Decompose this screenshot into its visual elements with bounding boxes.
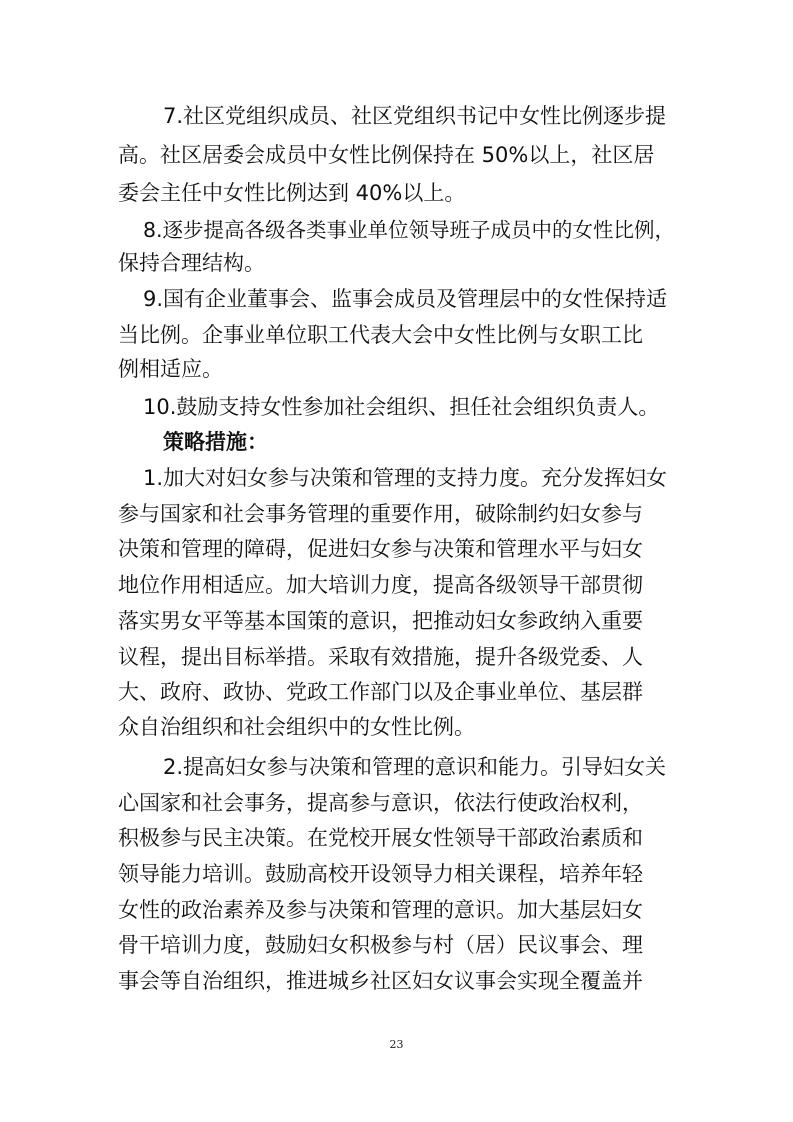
page-number: 23 xyxy=(389,1038,404,1051)
text-line: 大、政府、政协、党政工作部门以及企事业单位、基层群 xyxy=(118,680,643,704)
text-line: 9.国有企业董事会、监事会成员及管理层中的女性保持适 xyxy=(143,287,668,311)
text-line: 7.社区党组织成员、社区党组织书记中女性比例逐步提 xyxy=(163,104,667,128)
text-line: 决策和管理的障碍，促进妇女参与决策和管理水平与妇女 xyxy=(118,537,643,561)
text-line: 众自治组织和社会组织中的女性比例。 xyxy=(118,715,475,739)
section-heading: 策略措施： xyxy=(163,430,268,454)
text-line: 10.鼓励支持女性参加社会组织、担任社会组织负责人。 xyxy=(143,395,660,419)
text-line: 高。社区居委会成员中女性比例保持在 50%以上，社区居 xyxy=(118,143,655,167)
text-line: 保持合理结构。 xyxy=(118,251,265,275)
text-line: 委会主任中女性比例达到 40%以上。 xyxy=(118,181,466,205)
text-line: 地位作用相适应。加大培训力度，提高各级领导干部贯彻 xyxy=(118,573,643,597)
text-line: 8.逐步提高各级各类事业单位领导班子成员中的女性比例， xyxy=(143,218,676,242)
text-line: 1.加大对妇女参与决策和管理的支持力度。充分发挥妇女 xyxy=(143,466,668,490)
text-line: 骨干培训力度，鼓励妇女积极参与村（居）民议事会、理 xyxy=(118,933,643,957)
text-line: 例相适应。 xyxy=(118,357,223,381)
text-line: 落实男女平等基本国策的意识，把推动妇女参政纳入重要 xyxy=(118,609,643,633)
text-line: 议程，提出目标举措。采取有效措施，提升各级党委、人 xyxy=(118,645,643,669)
text-line: 领导能力培训。鼓励高校开设领导力相关课程，培养年轻 xyxy=(118,862,643,886)
text-line: 心国家和社会事务，提高参与意识，依法行使政治权利， xyxy=(118,791,643,815)
text-line: 积极参与民主决策。在党校开展女性领导干部政治素质和 xyxy=(118,826,643,850)
text-line: 女性的政治素养及参与决策和管理的意识。加大基层妇女 xyxy=(118,898,643,922)
text-line: 当比例。企事业单位职工代表大会中女性比例与女职工比 xyxy=(118,323,643,347)
text-line: 参与国家和社会事务管理的重要作用，破除制约妇女参与 xyxy=(118,502,643,526)
text-line: 2.提高妇女参与决策和管理的意识和能力。引导妇女关 xyxy=(163,755,667,779)
text-line: 事会等自治组织，推进城乡社区妇女议事会实现全覆盖并 xyxy=(118,969,643,993)
